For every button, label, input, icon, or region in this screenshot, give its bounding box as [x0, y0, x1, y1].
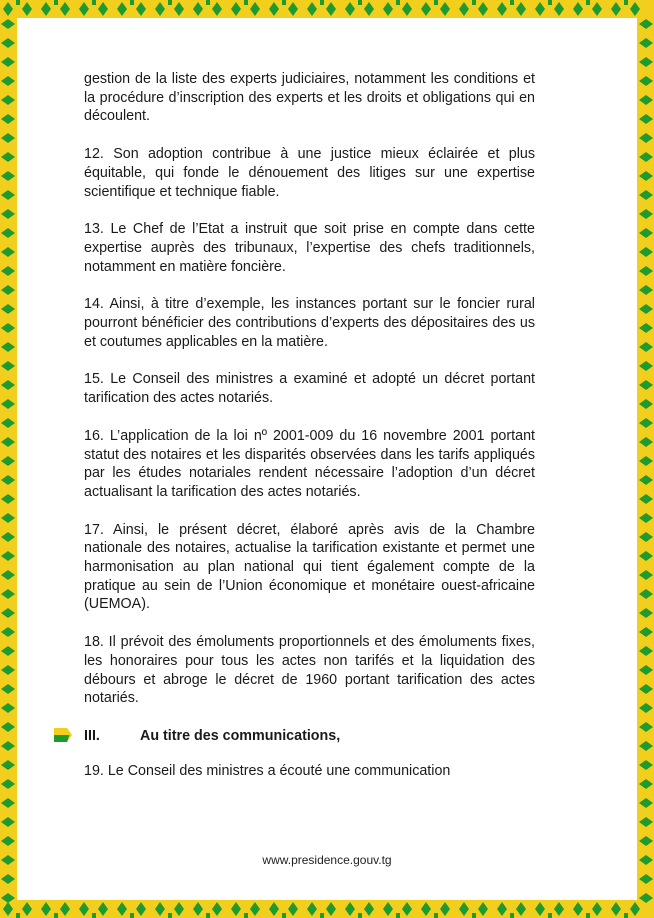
frame-motif	[639, 133, 653, 143]
frame-motif	[307, 902, 317, 916]
frame-motif	[358, 913, 362, 918]
frame-motif	[639, 684, 653, 694]
frame-motif	[639, 437, 653, 447]
frame-motif	[440, 902, 450, 916]
frame-motif	[639, 646, 653, 656]
frame-motif	[478, 902, 488, 916]
frame-motif	[639, 589, 653, 599]
frame-motif	[472, 0, 476, 5]
frame-motif	[231, 2, 241, 16]
frame-motif	[1, 437, 15, 447]
frame-motif	[1, 342, 15, 352]
frame-motif	[639, 494, 653, 504]
frame-motif	[639, 627, 653, 637]
frame-motif	[1, 285, 15, 295]
frame-motif	[206, 0, 210, 5]
frame-motif	[1, 532, 15, 542]
frame-motif	[1, 836, 15, 846]
frame-motif	[639, 57, 653, 67]
frame-motif	[459, 2, 469, 16]
frame-motif	[396, 0, 400, 5]
frame-motif	[639, 190, 653, 200]
frame-motif	[16, 0, 20, 5]
frame-motif	[573, 2, 583, 16]
frame-motif	[639, 703, 653, 713]
frame-motif	[98, 902, 108, 916]
frame-motif	[639, 266, 653, 276]
frame-motif	[497, 2, 507, 16]
frame-motif	[1, 741, 15, 751]
frame-motif	[1, 114, 15, 124]
frame-motif	[639, 228, 653, 238]
flag-arrow-icon	[54, 728, 72, 742]
frame-motif	[639, 399, 653, 409]
frame-motif	[364, 902, 374, 916]
frame-motif	[639, 95, 653, 105]
frame-motif	[510, 0, 514, 5]
frame-motif	[639, 570, 653, 580]
frame-motif	[630, 2, 640, 16]
frame-motif	[1, 190, 15, 200]
frame-motif	[1, 665, 15, 675]
frame-motif	[639, 779, 653, 789]
frame-motif	[548, 913, 552, 918]
footer-url: www.presidence.gouv.tg	[262, 853, 392, 867]
frame-motif	[611, 2, 621, 16]
frame-motif	[1, 19, 15, 29]
frame-motif	[155, 2, 165, 16]
frame-motif	[478, 2, 488, 16]
frame-motif	[155, 902, 165, 916]
frame-motif	[288, 2, 298, 16]
frame-motif	[326, 2, 336, 16]
frame-motif	[639, 665, 653, 675]
frame-motif	[639, 380, 653, 390]
frame-motif	[206, 913, 210, 918]
frame-motif	[212, 2, 222, 16]
frame-motif	[592, 902, 602, 916]
frame-motif	[1, 608, 15, 618]
frame-motif	[434, 0, 438, 5]
frame-motif	[1, 475, 15, 485]
frame-motif	[22, 902, 32, 916]
frame-motif	[1, 817, 15, 827]
frame-motif	[168, 913, 172, 918]
frame-motif	[383, 902, 393, 916]
frame-motif	[250, 2, 260, 16]
frame-motif	[1, 152, 15, 162]
frame-motif	[639, 817, 653, 827]
frame-motif	[592, 2, 602, 16]
frame-motif	[1, 703, 15, 713]
frame-motif	[98, 2, 108, 16]
frame-right-pattern	[639, 19, 653, 903]
frame-motif	[639, 722, 653, 732]
paragraph-16: 16. L’application de la loi nº 2001-009 du 16 novembre 2001 portant statut des notaires et les disparités observées dans les tarifs appliqués par les études notariales rendent nécessaire l’adoption d’un décret actualisant la tarification des actes notariés.	[84, 427, 535, 500]
frame-motif	[639, 114, 653, 124]
document-content	[84, 70, 535, 799]
frame-motif	[554, 2, 564, 16]
frame-motif	[1, 456, 15, 466]
section-title: Au titre des communications,	[140, 727, 341, 744]
frame-top-pattern	[3, 0, 640, 16]
frame-motif	[639, 475, 653, 485]
frame-motif	[41, 2, 51, 16]
frame-motif	[639, 836, 653, 846]
frame-motif	[639, 798, 653, 808]
frame-motif	[639, 152, 653, 162]
frame-motif	[639, 209, 653, 219]
frame-motif	[1, 380, 15, 390]
frame-motif	[586, 913, 590, 918]
frame-motif	[244, 913, 248, 918]
paragraph-17: 17. Ainsi, le présent décret, élaboré après avis de la Chambre nationale des notaires, actualise la tarification existante et permet une harmonisation au plan national qui tient également compte de la pratique au sein de l’Union économique et monétaire ouest-africaine (UEMOA).	[84, 521, 535, 613]
frame-motif	[282, 913, 286, 918]
frame-motif	[611, 902, 621, 916]
frame-motif	[22, 2, 32, 16]
frame-motif	[639, 893, 653, 903]
frame-motif	[639, 304, 653, 314]
frame-motif	[54, 0, 58, 5]
frame-motif	[1, 418, 15, 428]
frame-motif	[358, 0, 362, 5]
frame-motif	[60, 902, 70, 916]
frame-motif	[1, 304, 15, 314]
frame-motif	[1, 589, 15, 599]
frame-motif	[624, 913, 628, 918]
frame-motif	[130, 0, 134, 5]
frame-motif	[510, 913, 514, 918]
frame-motif	[639, 76, 653, 86]
frame-motif	[269, 902, 279, 916]
frame-motif	[516, 902, 526, 916]
frame-motif	[1, 627, 15, 637]
frame-motif	[136, 2, 146, 16]
section-number: III.	[84, 727, 100, 744]
frame-motif	[250, 902, 260, 916]
frame-motif	[117, 2, 127, 16]
frame-motif	[3, 2, 13, 16]
frame-motif	[516, 2, 526, 16]
frame-motif	[130, 913, 134, 918]
frame-motif	[639, 532, 653, 542]
frame-motif	[624, 0, 628, 5]
frame-motif	[1, 133, 15, 143]
frame-motif	[421, 902, 431, 916]
frame-motif	[231, 902, 241, 916]
frame-motif	[345, 2, 355, 16]
frame-motif	[1, 684, 15, 694]
frame-motif	[1, 570, 15, 580]
frame-motif	[1, 38, 15, 48]
frame-motif	[630, 902, 640, 916]
frame-motif	[1, 874, 15, 884]
frame-motif	[269, 2, 279, 16]
frame-motif	[573, 902, 583, 916]
frame-motif	[1, 171, 15, 181]
section-heading-communications	[84, 727, 535, 746]
frame-motif	[639, 361, 653, 371]
frame-motif	[244, 0, 248, 5]
frame-motif	[364, 2, 374, 16]
frame-motif	[168, 0, 172, 5]
frame-motif	[639, 513, 653, 523]
frame-motif	[639, 323, 653, 333]
frame-motif	[92, 913, 96, 918]
frame-motif	[459, 902, 469, 916]
frame-motif	[174, 902, 184, 916]
frame-motif	[307, 2, 317, 16]
frame-motif	[639, 285, 653, 295]
frame-motif	[396, 913, 400, 918]
frame-motif	[639, 342, 653, 352]
paragraph-12: 12. Son adoption contribue à une justice mieux éclairée et plus équitable, qui fonde le dénouement des litiges sur une expertise scientifique et technique fiable.	[84, 146, 535, 200]
frame-motif	[1, 57, 15, 67]
frame-motif	[16, 913, 20, 918]
frame-bottom-pattern	[3, 902, 640, 918]
frame-motif	[383, 2, 393, 16]
frame-motif	[1, 779, 15, 789]
frame-motif	[639, 171, 653, 181]
frame-motif	[1, 646, 15, 656]
frame-motif	[1, 399, 15, 409]
frame-motif	[79, 2, 89, 16]
frame-motif	[639, 418, 653, 428]
frame-motif	[497, 902, 507, 916]
frame-motif	[472, 913, 476, 918]
frame-motif	[1, 95, 15, 105]
frame-motif	[320, 0, 324, 5]
frame-left-pattern	[1, 19, 15, 903]
frame-motif	[402, 902, 412, 916]
frame-motif	[1, 893, 15, 903]
frame-motif	[1, 228, 15, 238]
frame-motif	[1, 323, 15, 333]
paragraph-15: 15. Le Conseil des ministres a examiné et adopté un décret portant tarification des actes notariés.	[84, 371, 535, 407]
frame-motif	[440, 2, 450, 16]
frame-motif	[1, 760, 15, 770]
frame-motif	[586, 0, 590, 5]
frame-motif	[326, 902, 336, 916]
frame-motif	[79, 902, 89, 916]
frame-motif	[535, 902, 545, 916]
frame-motif	[193, 2, 203, 16]
frame-motif	[136, 902, 146, 916]
frame-motif	[60, 2, 70, 16]
frame-motif	[639, 551, 653, 561]
frame-motif	[1, 209, 15, 219]
frame-motif	[421, 2, 431, 16]
frame-motif	[1, 361, 15, 371]
frame-motif	[174, 2, 184, 16]
frame-motif	[345, 902, 355, 916]
frame-motif	[639, 247, 653, 257]
frame-motif	[92, 0, 96, 5]
frame-motif	[320, 913, 324, 918]
frame-motif	[554, 902, 564, 916]
frame-motif	[1, 798, 15, 808]
frame-motif	[639, 38, 653, 48]
paragraph-13: 13. Le Chef de l’Etat a instruit que soit prise en compte dans cette expertise auprès des tribunaux, l’expertise des chefs traditionnels, notamment en matière foncière.	[84, 221, 535, 275]
paragraph-11-continuation: gestion de la liste des experts judiciaires, notamment les conditions et la procédure d’inscription des experts et les droits et obligations qui en découlent.	[84, 71, 535, 125]
frame-motif	[212, 902, 222, 916]
frame-motif	[1, 551, 15, 561]
frame-motif	[41, 902, 51, 916]
frame-motif	[1, 722, 15, 732]
frame-motif	[639, 741, 653, 751]
paragraph-19: 19. Le Conseil des ministres a écouté une communication	[84, 762, 451, 779]
frame-motif	[548, 0, 552, 5]
frame-motif	[639, 19, 653, 29]
frame-motif	[639, 874, 653, 884]
paragraph-18: 18. Il prévoit des émoluments proportionnels et des émoluments fixes, les honoraires pour tous les actes non tarifés et la liquidation des débours et abroge le décret de 1960 portant tarification des actes notariés.	[84, 634, 535, 707]
frame-motif	[3, 902, 13, 916]
frame-motif	[288, 902, 298, 916]
frame-motif	[639, 760, 653, 770]
frame-motif	[402, 2, 412, 16]
frame-motif	[639, 608, 653, 618]
frame-motif	[639, 456, 653, 466]
frame-motif	[434, 913, 438, 918]
frame-motif	[1, 266, 15, 276]
frame-motif	[1, 76, 15, 86]
frame-motif	[1, 513, 15, 523]
frame-motif	[54, 913, 58, 918]
frame-motif	[193, 902, 203, 916]
frame-motif	[117, 902, 127, 916]
frame-motif	[1, 494, 15, 504]
frame-motif	[1, 247, 15, 257]
paragraph-14: 14. Ainsi, à titre d’exemple, les instances portant sur le foncier rural pourront bénéficier des contributions d’experts des dépositaires des us et coutumes applicables en la matière.	[84, 296, 535, 350]
frame-motif	[535, 2, 545, 16]
frame-motif	[282, 0, 286, 5]
